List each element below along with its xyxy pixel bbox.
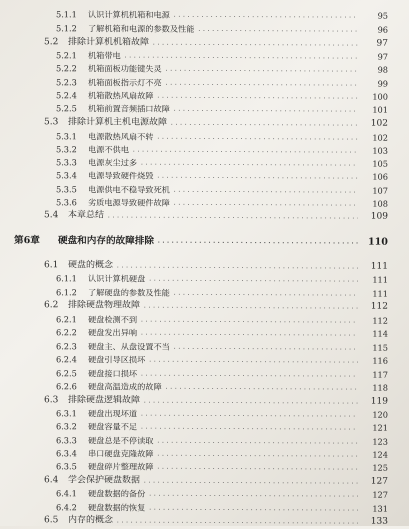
entry-title: 排除计算机机箱故障 — [67, 37, 150, 48]
entry-title: 硬盘检测不到 — [87, 314, 138, 325]
dot-leader — [157, 90, 358, 104]
entry-number: 6.1.1 — [55, 273, 77, 284]
section-entry — [0, 209, 409, 224]
entry-title: 了解硬盘的参数及性能 — [87, 287, 170, 298]
dot-leader — [173, 103, 358, 117]
page-number: 114 — [372, 328, 389, 339]
entry-title: 认识计算机机箱和电源 — [87, 9, 170, 20]
page-number: 103 — [372, 145, 389, 156]
page-number: 110 — [367, 236, 389, 248]
entry-number: 6.4.2 — [55, 502, 77, 513]
dot-leader — [140, 408, 358, 422]
dot-leader — [152, 37, 358, 51]
entry-number: 5.3.1 — [55, 131, 77, 142]
entry-number: 5.3.6 — [55, 197, 77, 208]
entry-title: 电源不供电 — [87, 144, 129, 155]
page-number: 117 — [372, 369, 389, 380]
entry-number: 5.3.4 — [55, 170, 77, 181]
subsection-entry — [0, 8, 409, 23]
dot-leader — [148, 273, 358, 287]
dot-leader — [165, 381, 358, 395]
entry-number: 5.2.4 — [55, 90, 77, 101]
page-number: 123 — [372, 436, 389, 447]
page-number: 109 — [370, 211, 389, 222]
entry-title: 串口硬盘克隆故障 — [87, 448, 154, 459]
entry-number: 6.2.3 — [55, 341, 77, 352]
dot-leader — [157, 435, 358, 449]
page-number: 97 — [377, 51, 389, 62]
entry-number: 6.2.5 — [55, 368, 77, 379]
entry-number: 5.2.5 — [55, 103, 77, 114]
entry-title: 电源灰尘过多 — [87, 157, 138, 168]
entry-number: 5.3.2 — [55, 144, 77, 155]
entry-title: 内存的概念 — [67, 515, 114, 526]
page-number: 101 — [372, 104, 389, 115]
page-number: 99 — [377, 78, 389, 89]
subsection-entry — [0, 102, 409, 117]
subsection-entry — [0, 272, 409, 287]
entry-number: 5.3.3 — [55, 157, 77, 168]
entry-number: 6.1 — [43, 260, 59, 271]
dot-leader — [148, 354, 358, 368]
entry-number: 5.2.2 — [55, 63, 77, 74]
entry-title: 认识计算机硬盘 — [87, 273, 146, 284]
page-number: 120 — [372, 409, 389, 420]
entry-title: 机箱面板功能键失灵 — [87, 63, 162, 74]
entry-title: 本章总结 — [67, 210, 105, 221]
subsection-entry — [0, 169, 409, 184]
entry-title: 劣质电源导致硬件故障 — [87, 197, 170, 208]
entry-title: 硬盘发出异响 — [87, 327, 138, 338]
entry-number: 6.1.2 — [55, 287, 77, 298]
dot-leader — [157, 461, 358, 475]
page-number: 127 — [372, 489, 389, 500]
page-number: 102 — [370, 118, 389, 129]
entry-number: 5.3 — [43, 117, 59, 128]
entry-title: 硬盘容量不足 — [87, 421, 138, 432]
entry-number: 6.3.4 — [55, 448, 77, 459]
subsection-entry — [0, 62, 409, 77]
entry-title: 硬盘主、从盘设置不当 — [87, 341, 170, 352]
page-number: 125 — [372, 462, 389, 473]
section-entry — [0, 299, 409, 314]
page-number: 97 — [376, 38, 389, 49]
dot-leader — [197, 23, 357, 37]
dot-leader — [165, 77, 358, 91]
dot-leader — [173, 9, 358, 23]
chapter-entry — [0, 234, 409, 249]
subsection-entry — [0, 22, 409, 37]
entry-title: 硬盘出现坏道 — [87, 408, 138, 419]
page-number: 95 — [377, 10, 389, 21]
entry-title: 硬盘的概念 — [67, 260, 114, 271]
entry-title: 机箱前置音频插口故障 — [87, 103, 170, 114]
entry-title: 硬盘接口损坏 — [87, 368, 138, 379]
page-number: 96 — [377, 24, 389, 35]
entry-title: 电源散热风扇不转 — [87, 131, 154, 142]
dot-leader — [143, 300, 358, 314]
subsection-entry — [0, 380, 409, 395]
entry-title: 硬盘高温造成的故障 — [87, 381, 162, 392]
dot-leader — [116, 260, 358, 274]
section-entry — [0, 116, 409, 131]
dot-leader — [165, 63, 358, 77]
page-number: 111 — [372, 288, 389, 299]
subsection-entry — [0, 460, 409, 475]
entry-number: 5.1.2 — [55, 23, 77, 34]
entry-title: 硬盘和内存的故障排除 — [57, 235, 154, 247]
entry-title: 硬盘引导区损坏 — [87, 354, 146, 365]
entry-title: 排除硬盘物理故障 — [67, 300, 141, 311]
page-number: 107 — [372, 185, 389, 196]
entry-number: 5.1.1 — [55, 9, 77, 20]
page-number: 105 — [372, 158, 389, 169]
dot-leader — [157, 448, 358, 462]
page-number: 124 — [372, 449, 389, 460]
page-number: 116 — [372, 355, 389, 366]
section-entry — [0, 514, 409, 529]
dot-leader — [148, 488, 358, 502]
entry-number: 6.2.4 — [55, 354, 77, 365]
entry-number: 6.2.2 — [55, 327, 77, 338]
dot-leader — [143, 395, 358, 409]
entry-title: 机箱面板指示灯不亮 — [87, 77, 162, 88]
entry-number: 6.4 — [43, 475, 59, 486]
entry-number: 6.3.5 — [55, 461, 77, 472]
entry-title: 硬盘数据的备份 — [87, 488, 146, 499]
dot-leader — [132, 144, 358, 158]
entry-title: 排除硬盘逻辑故障 — [67, 395, 141, 406]
entry-number: 5.2.3 — [55, 77, 77, 88]
entry-title: 机箱散热风扇故障 — [87, 90, 154, 101]
page-number: 118 — [372, 382, 389, 393]
dot-leader — [157, 170, 358, 184]
entry-number: 6.2.1 — [55, 314, 77, 325]
entry-number: 6.3.1 — [55, 408, 77, 419]
page-number: 112 — [370, 301, 389, 312]
page-number: 106 — [372, 171, 389, 182]
dot-leader — [143, 475, 358, 489]
dot-leader — [170, 117, 358, 131]
entry-number: 5.4 — [43, 210, 59, 221]
entry-number: 6.4.1 — [55, 488, 77, 499]
dot-leader — [148, 502, 358, 516]
page-number: 121 — [372, 422, 389, 433]
dot-leader — [173, 287, 358, 301]
page-number: 108 — [372, 198, 389, 209]
entry-number: 5.2 — [43, 37, 59, 48]
dot-leader — [107, 209, 358, 223]
entry-number: 6.3.3 — [55, 435, 77, 446]
entry-number: 6.3.2 — [55, 421, 77, 432]
entry-number: 第6章 — [13, 235, 40, 247]
dot-leader — [173, 341, 358, 355]
page-number: 127 — [370, 476, 389, 487]
page-number: 131 — [372, 503, 389, 514]
subsection-entry — [0, 353, 409, 368]
entry-title: 机箱带电 — [87, 50, 121, 61]
dot-leader — [140, 314, 358, 328]
page-number: 111 — [372, 274, 389, 285]
subsection-entry — [0, 326, 409, 341]
dot-leader — [157, 235, 358, 249]
page-number: 98 — [377, 64, 389, 75]
subsection-entry — [0, 420, 409, 435]
dot-leader — [124, 50, 358, 64]
entry-number: 6.2 — [43, 300, 59, 311]
entry-number: 6.3 — [43, 395, 59, 406]
dot-leader — [173, 197, 358, 211]
dot-leader — [173, 184, 358, 198]
entry-title: 了解机箱和电源的参数及性能 — [87, 23, 195, 34]
dot-leader — [140, 157, 358, 171]
entry-title: 硬盘数据的恢复 — [87, 502, 146, 513]
page-number: 102 — [372, 132, 389, 143]
page-number: 111 — [370, 261, 389, 272]
entry-number: 6.2.6 — [55, 381, 77, 392]
entry-title: 电源导致硬件烧毁 — [87, 170, 154, 181]
entry-title: 学会保护硬盘数据 — [67, 475, 141, 486]
page-number: 133 — [370, 516, 389, 527]
page-number: 119 — [370, 396, 389, 407]
dot-leader — [116, 515, 358, 529]
entry-title: 电源供电不稳导致死机 — [87, 184, 170, 195]
entry-title: 硬盘碎片整理故障 — [87, 461, 154, 472]
entry-number: 6.5 — [43, 515, 59, 526]
dot-leader — [157, 131, 358, 145]
entry-number: 5.2.1 — [55, 50, 77, 61]
entry-title: 硬盘总是不停读取 — [87, 435, 154, 446]
entry-number: 5.3.5 — [55, 184, 77, 195]
entry-title: 排除计算机主机电源故障 — [67, 117, 168, 128]
subsection-entry — [0, 487, 409, 502]
dot-leader — [140, 327, 358, 341]
page-number: 100 — [372, 91, 389, 102]
dot-leader — [140, 368, 358, 382]
page-number: 115 — [372, 342, 389, 353]
page-number: 112 — [372, 315, 389, 326]
dot-leader — [140, 421, 358, 435]
